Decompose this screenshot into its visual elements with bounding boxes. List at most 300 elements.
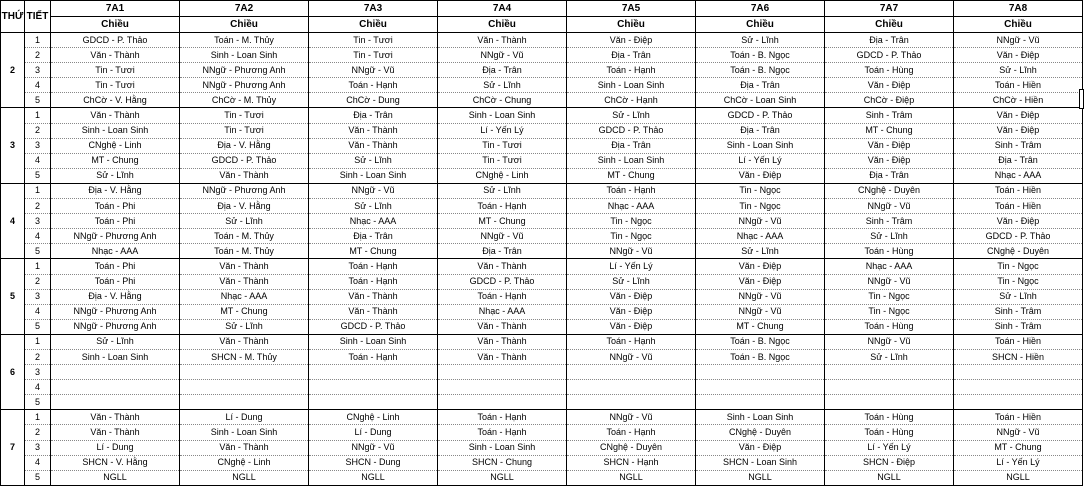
lesson-cell[interactable]: Địa - Trân [825, 33, 954, 48]
period-column-header[interactable]: TIẾT [25, 1, 51, 33]
lesson-cell[interactable] [825, 395, 954, 410]
lesson-cell[interactable]: Văn - Điệp [954, 108, 1083, 123]
lesson-cell[interactable]: Địa - V. Hằng [180, 199, 309, 214]
period-cell[interactable]: 2 [25, 123, 51, 138]
lesson-cell[interactable]: Tin - Ngọc [954, 259, 1083, 274]
lesson-cell[interactable]: Văn - Điệp [696, 259, 825, 274]
lesson-cell[interactable]: Sinh - Loan Sinh [180, 48, 309, 63]
lesson-cell[interactable]: Sử - Lĩnh [309, 153, 438, 168]
day-cell[interactable]: 2 [1, 33, 25, 108]
lesson-cell[interactable]: NGLL [954, 470, 1083, 485]
session-label[interactable]: Chiều [438, 17, 567, 33]
lesson-cell[interactable]: Toán - Hạnh [438, 199, 567, 214]
lesson-cell[interactable]: NNgữ - Phương Anh [51, 319, 180, 334]
lesson-cell[interactable]: Địa - V. Hằng [180, 138, 309, 153]
period-cell[interactable]: 4 [25, 380, 51, 395]
lesson-cell[interactable]: NNgữ - Vũ [954, 425, 1083, 440]
lesson-cell[interactable]: Lí - Dung [309, 425, 438, 440]
lesson-cell[interactable]: Văn - Thành [180, 168, 309, 183]
lesson-cell[interactable] [954, 380, 1083, 395]
lesson-cell[interactable]: Sử - Lĩnh [309, 199, 438, 214]
lesson-cell[interactable]: Toán - B. Ngọc [696, 349, 825, 364]
period-cell[interactable]: 3 [25, 289, 51, 304]
table-row [1, 78, 1083, 93]
lesson-cell[interactable] [438, 380, 567, 395]
lesson-cell[interactable] [438, 365, 567, 380]
lesson-cell[interactable]: NGLL [309, 470, 438, 485]
lesson-cell[interactable]: Sinh - Loan Sinh [309, 168, 438, 183]
lesson-cell[interactable]: Toán - B. Ngọc [696, 334, 825, 349]
class-header-7a4[interactable]: 7A4 [438, 1, 567, 17]
timetable-body [1, 33, 1083, 486]
lesson-cell[interactable]: NNgữ - Phương Anh [180, 78, 309, 93]
day-column-header[interactable]: THỨ [1, 1, 25, 33]
lesson-cell[interactable]: NNgữ - Vũ [567, 410, 696, 425]
lesson-cell[interactable]: CNghệ - Duyên [954, 244, 1083, 259]
lesson-cell[interactable]: Tin - Ngọc [825, 289, 954, 304]
lesson-cell[interactable]: CNghệ - Linh [180, 455, 309, 470]
lesson-cell[interactable]: Sinh - Loan Sinh [51, 123, 180, 138]
lesson-cell[interactable]: Nhạc - AAA [180, 289, 309, 304]
lesson-cell[interactable]: Sử - Lĩnh [438, 78, 567, 93]
lesson-cell[interactable]: Lí - Yến Lý [438, 123, 567, 138]
lesson-cell[interactable]: Văn - Điệp [696, 440, 825, 455]
session-label[interactable]: Chiều [825, 17, 954, 33]
lesson-cell[interactable]: NNgữ - Vũ [309, 440, 438, 455]
day-cell[interactable]: 6 [1, 334, 25, 409]
period-cell[interactable]: 5 [25, 395, 51, 410]
lesson-cell[interactable]: Văn - Thành [180, 440, 309, 455]
lesson-cell[interactable]: Địa - V. Hằng [51, 289, 180, 304]
lesson-cell[interactable]: Lí - Yến Lý [825, 440, 954, 455]
lesson-cell[interactable]: Sử - Lĩnh [567, 274, 696, 289]
lesson-cell[interactable]: MT - Chung [696, 319, 825, 334]
lesson-cell[interactable] [309, 380, 438, 395]
period-cell[interactable]: 1 [25, 33, 51, 48]
lesson-cell[interactable]: Văn - Thành [438, 334, 567, 349]
lesson-cell[interactable]: Văn - Điệp [567, 289, 696, 304]
lesson-cell[interactable]: NNgữ - Vũ [438, 48, 567, 63]
lesson-cell[interactable]: Toán - Hạnh [309, 78, 438, 93]
lesson-cell[interactable]: Sinh - Trâm [954, 319, 1083, 334]
lesson-cell[interactable]: Văn - Điệp [567, 319, 696, 334]
lesson-cell[interactable]: Địa - Trân [696, 123, 825, 138]
lesson-cell[interactable]: MT - Chung [825, 123, 954, 138]
lesson-cell[interactable]: Lí - Yến Lý [954, 455, 1083, 470]
table-row [1, 334, 1083, 349]
lesson-cell[interactable]: Toán - Hạnh [567, 425, 696, 440]
lesson-cell[interactable]: Sinh - Loan Sinh [438, 108, 567, 123]
lesson-cell[interactable]: SHCN - Loan Sinh [696, 455, 825, 470]
day-cell[interactable]: 7 [1, 410, 25, 485]
lesson-cell[interactable]: Toán - Hùng [825, 425, 954, 440]
lesson-cell[interactable]: Văn - Thành [180, 334, 309, 349]
lesson-cell[interactable]: Văn - Thành [438, 319, 567, 334]
lesson-cell[interactable]: NNgữ - Vũ [696, 214, 825, 229]
lesson-cell[interactable]: Tin - Tươi [180, 108, 309, 123]
lesson-cell[interactable]: Nhạc - AAA [51, 244, 180, 259]
lesson-cell[interactable]: Sinh - Trâm [825, 108, 954, 123]
lesson-cell[interactable]: Sinh - Loan Sinh [696, 410, 825, 425]
lesson-cell[interactable]: CNghệ - Linh [309, 410, 438, 425]
table-row [1, 244, 1083, 259]
lesson-cell[interactable]: Toán - M. Thủy [180, 244, 309, 259]
lesson-cell[interactable]: Toán - B. Ngọc [696, 63, 825, 78]
lesson-cell[interactable]: Nhạc - AAA [954, 168, 1083, 183]
lesson-cell[interactable]: Toán - Hùng [825, 63, 954, 78]
lesson-cell[interactable] [696, 380, 825, 395]
lesson-cell[interactable]: Sinh - Loan Sinh [438, 440, 567, 455]
lesson-cell[interactable]: NNgữ - Phương Anh [51, 229, 180, 244]
lesson-cell[interactable]: Sử - Lĩnh [438, 183, 567, 198]
class-header-7a3[interactable]: 7A3 [309, 1, 438, 17]
lesson-cell[interactable]: Văn - Thành [180, 274, 309, 289]
period-cell[interactable]: 2 [25, 199, 51, 214]
day-cell[interactable]: 5 [1, 259, 25, 334]
lesson-cell[interactable]: Toán - Hạnh [567, 334, 696, 349]
lesson-cell[interactable]: Nhạc - AAA [696, 229, 825, 244]
lesson-cell[interactable]: Lí - Yến Lý [567, 259, 696, 274]
lesson-cell[interactable]: Tin - Tươi [309, 48, 438, 63]
lesson-cell[interactable]: Toán - Hiền [954, 78, 1083, 93]
lesson-cell[interactable]: Địa - Trân [309, 108, 438, 123]
lesson-cell[interactable]: Toán - Hạnh [567, 63, 696, 78]
lesson-cell[interactable]: Toán - Hùng [825, 319, 954, 334]
lesson-cell[interactable]: GDCD - P. Thảo [954, 229, 1083, 244]
lesson-cell[interactable] [954, 365, 1083, 380]
period-cell[interactable]: 1 [25, 410, 51, 425]
lesson-cell[interactable]: Địa - Trân [825, 168, 954, 183]
lesson-cell[interactable]: ChCờ - Dung [309, 93, 438, 108]
lesson-cell[interactable]: MT - Chung [309, 244, 438, 259]
lesson-cell[interactable]: MT - Chung [567, 168, 696, 183]
lesson-cell[interactable]: Tin - Tươi [51, 63, 180, 78]
lesson-cell[interactable]: Tin - Tươi [51, 78, 180, 93]
period-cell[interactable]: 5 [25, 93, 51, 108]
lesson-cell[interactable]: Toán - B. Ngọc [696, 48, 825, 63]
lesson-cell[interactable]: Sinh - Loan Sinh [567, 78, 696, 93]
table-row [1, 183, 1083, 198]
lesson-cell[interactable]: Tin - Tươi [180, 123, 309, 138]
lesson-cell[interactable]: Tin - Ngọc [567, 229, 696, 244]
lesson-cell[interactable]: Sinh - Loan Sinh [180, 425, 309, 440]
lesson-cell[interactable]: Văn - Thành [309, 123, 438, 138]
lesson-cell[interactable]: Địa - Trân [954, 153, 1083, 168]
class-header-7a6[interactable]: 7A6 [696, 1, 825, 17]
lesson-cell[interactable]: Địa - V. Hằng [51, 183, 180, 198]
lesson-cell[interactable]: CNghệ - Linh [51, 138, 180, 153]
period-cell[interactable]: 3 [25, 365, 51, 380]
lesson-cell[interactable]: ChCờ - V. Hằng [51, 93, 180, 108]
period-cell[interactable]: 4 [25, 78, 51, 93]
lesson-cell[interactable] [567, 395, 696, 410]
lesson-cell[interactable]: NNgữ - Vũ [825, 274, 954, 289]
period-cell[interactable]: 1 [25, 334, 51, 349]
lesson-cell[interactable]: CNghệ - Duyên [567, 440, 696, 455]
lesson-cell[interactable]: ChCờ - Điệp [825, 93, 954, 108]
lesson-cell[interactable]: Lí - Dung [180, 410, 309, 425]
session-label[interactable]: Chiều [696, 17, 825, 33]
lesson-cell[interactable]: Địa - Trân [438, 244, 567, 259]
lesson-cell[interactable]: MT - Chung [954, 440, 1083, 455]
lesson-cell[interactable]: Văn - Thành [309, 289, 438, 304]
lesson-cell[interactable]: Văn - Thành [438, 259, 567, 274]
lesson-cell[interactable]: Toán - Phi [51, 259, 180, 274]
lesson-cell[interactable]: ChCờ - M. Thủy [180, 93, 309, 108]
lesson-cell[interactable] [180, 380, 309, 395]
class-header-7a2[interactable]: 7A2 [180, 1, 309, 17]
lesson-cell[interactable]: Sử - Lĩnh [696, 244, 825, 259]
lesson-cell[interactable]: Sử - Lĩnh [180, 319, 309, 334]
lesson-cell[interactable]: ChCờ - Loan Sinh [696, 93, 825, 108]
lesson-cell[interactable]: Văn - Thành [180, 259, 309, 274]
lesson-cell[interactable]: Văn - Thành [51, 425, 180, 440]
lesson-cell[interactable]: ChCờ - Chung [438, 93, 567, 108]
lesson-cell[interactable]: Văn - Điệp [954, 123, 1083, 138]
lesson-cell[interactable]: NNgữ - Vũ [309, 63, 438, 78]
lesson-cell[interactable]: Văn - Thành [51, 410, 180, 425]
lesson-cell[interactable]: Toán - Phi [51, 274, 180, 289]
lesson-cell[interactable]: Sinh - Loan Sinh [51, 349, 180, 364]
lesson-cell[interactable]: GDCD - P. Thảo [567, 123, 696, 138]
lesson-cell[interactable]: Sinh - Loan Sinh [696, 138, 825, 153]
lesson-cell[interactable]: SHCN - M. Thủy [180, 349, 309, 364]
lesson-cell[interactable] [696, 365, 825, 380]
session-label[interactable]: Chiều [51, 17, 180, 33]
lesson-cell[interactable]: Toán - Hạnh [567, 183, 696, 198]
lesson-cell[interactable]: NNgữ - Phương Anh [180, 63, 309, 78]
lesson-cell[interactable]: NNgữ - Vũ [309, 183, 438, 198]
lesson-cell[interactable]: Địa - Trân [567, 48, 696, 63]
lesson-cell[interactable]: Tin - Tươi [309, 33, 438, 48]
lesson-cell[interactable]: NNgữ - Phương Anh [180, 183, 309, 198]
lesson-cell[interactable]: CNghệ - Duyên [696, 425, 825, 440]
lesson-cell[interactable]: GDCD - P. Thảo [51, 33, 180, 48]
lesson-cell[interactable] [309, 365, 438, 380]
lesson-cell[interactable] [825, 365, 954, 380]
period-cell[interactable]: 1 [25, 259, 51, 274]
lesson-cell[interactable] [567, 380, 696, 395]
lesson-cell[interactable]: NGLL [180, 470, 309, 485]
class-header-7a8[interactable]: 7A8 [954, 1, 1083, 17]
lesson-cell[interactable]: Nhạc - AAA [567, 199, 696, 214]
lesson-cell[interactable]: Địa - Trân [309, 229, 438, 244]
lesson-cell[interactable]: Sử - Lĩnh [51, 334, 180, 349]
lesson-cell[interactable]: Toán - Phi [51, 199, 180, 214]
period-cell[interactable]: 2 [25, 349, 51, 364]
lesson-cell[interactable]: Tin - Tươi [438, 153, 567, 168]
period-cell[interactable]: 5 [25, 168, 51, 183]
day-cell[interactable]: 3 [1, 108, 25, 183]
period-cell[interactable]: 4 [25, 153, 51, 168]
lesson-cell[interactable]: Sử - Lĩnh [825, 229, 954, 244]
lesson-cell[interactable]: Sử - Lĩnh [51, 168, 180, 183]
period-cell[interactable]: 4 [25, 304, 51, 319]
lesson-cell[interactable]: Toán - Hạnh [309, 259, 438, 274]
lesson-cell[interactable]: Văn - Thành [51, 108, 180, 123]
lesson-cell[interactable]: Tin - Ngọc [567, 214, 696, 229]
lesson-cell[interactable]: Văn - Thành [438, 349, 567, 364]
lesson-cell[interactable]: Sử - Lĩnh [825, 349, 954, 364]
lesson-cell[interactable] [180, 365, 309, 380]
period-cell[interactable]: 4 [25, 455, 51, 470]
lesson-cell[interactable]: Lí - Dung [51, 440, 180, 455]
lesson-cell[interactable]: SHCN - Chung [438, 455, 567, 470]
lesson-cell[interactable]: GDCD - P. Thảo [696, 108, 825, 123]
lesson-cell[interactable]: NNgữ - Vũ [825, 334, 954, 349]
lesson-cell[interactable]: NNgữ - Vũ [954, 33, 1083, 48]
lesson-cell[interactable]: NNgữ - Vũ [825, 199, 954, 214]
lesson-cell[interactable]: Tin - Tươi [438, 138, 567, 153]
period-cell[interactable]: 2 [25, 425, 51, 440]
lesson-cell[interactable]: Văn - Thành [309, 138, 438, 153]
lesson-cell[interactable]: Nhạc - AAA [309, 214, 438, 229]
period-cell[interactable]: 2 [25, 274, 51, 289]
lesson-cell[interactable]: Địa - Trân [567, 138, 696, 153]
lesson-cell[interactable]: NNgữ - Vũ [696, 289, 825, 304]
period-cell[interactable]: 5 [25, 319, 51, 334]
period-cell[interactable]: 3 [25, 138, 51, 153]
lesson-cell[interactable]: GDCD - P. Thảo [309, 319, 438, 334]
lesson-cell[interactable]: Văn - Điệp [696, 274, 825, 289]
lesson-cell[interactable]: Sử - Lĩnh [954, 63, 1083, 78]
lesson-cell[interactable]: Toán - Hùng [825, 244, 954, 259]
lesson-cell[interactable]: GDCD - P. Thảo [438, 274, 567, 289]
lesson-cell[interactable]: SHCN - Điệp [825, 455, 954, 470]
lesson-cell[interactable] [309, 395, 438, 410]
lesson-cell[interactable]: SHCN - Dung [309, 455, 438, 470]
lesson-cell[interactable]: NGLL [51, 470, 180, 485]
session-label[interactable]: Chiều [567, 17, 696, 33]
lesson-cell[interactable]: Tin - Ngọc [954, 274, 1083, 289]
lesson-cell[interactable]: GDCD - P. Thảo [825, 48, 954, 63]
lesson-cell[interactable]: Sinh - Loan Sinh [309, 334, 438, 349]
lesson-cell[interactable]: Địa - Trân [438, 63, 567, 78]
lesson-cell[interactable]: Toán - Hiền [954, 199, 1083, 214]
lesson-cell[interactable]: NNgữ - Vũ [696, 304, 825, 319]
class-header-7a7[interactable]: 7A7 [825, 1, 954, 17]
lesson-cell[interactable]: Toán - Hạnh [309, 274, 438, 289]
lesson-cell[interactable] [51, 365, 180, 380]
lesson-cell[interactable]: Toán - Hạnh [309, 349, 438, 364]
lesson-cell[interactable]: ChCờ - Hạnh [567, 93, 696, 108]
lesson-cell[interactable]: NGLL [438, 470, 567, 485]
lesson-cell[interactable]: Tin - Ngọc [696, 199, 825, 214]
day-cell[interactable]: 4 [1, 183, 25, 258]
lesson-cell[interactable]: Văn - Thành [309, 304, 438, 319]
lesson-cell[interactable]: MT - Chung [180, 304, 309, 319]
session-label[interactable]: Chiều [180, 17, 309, 33]
lesson-cell[interactable]: Văn - Điệp [696, 168, 825, 183]
lesson-cell[interactable] [180, 395, 309, 410]
lesson-cell[interactable]: Văn - Thành [438, 33, 567, 48]
session-label[interactable]: Chiều [309, 17, 438, 33]
lesson-cell[interactable]: Toán - Hiền [954, 183, 1083, 198]
lesson-cell[interactable]: Văn - Điệp [954, 48, 1083, 63]
lesson-cell[interactable]: Nhạc - AAA [825, 259, 954, 274]
lesson-cell[interactable]: Văn - Thành [51, 48, 180, 63]
lesson-cell[interactable]: Văn - Điệp [825, 78, 954, 93]
lesson-cell[interactable]: Tin - Ngọc [696, 183, 825, 198]
lesson-cell[interactable]: Sinh - Trâm [954, 304, 1083, 319]
lesson-cell[interactable]: Sử - Lĩnh [954, 289, 1083, 304]
lesson-cell[interactable]: Văn - Điệp [825, 138, 954, 153]
lesson-cell[interactable]: NGLL [696, 470, 825, 485]
lesson-cell[interactable]: NGLL [825, 470, 954, 485]
lesson-cell[interactable] [438, 395, 567, 410]
period-cell[interactable]: 5 [25, 470, 51, 485]
lesson-cell[interactable] [567, 365, 696, 380]
lesson-cell[interactable]: Văn - Điệp [567, 33, 696, 48]
lesson-cell[interactable]: NNgữ - Vũ [567, 244, 696, 259]
class-header-7a1[interactable]: 7A1 [51, 1, 180, 17]
lesson-cell[interactable]: GDCD - P. Thảo [180, 153, 309, 168]
lesson-cell[interactable]: SHCN - V. Hằng [51, 455, 180, 470]
lesson-cell[interactable]: Toán - Phi [51, 214, 180, 229]
lesson-cell[interactable]: Toán - Hạnh [438, 425, 567, 440]
lesson-cell[interactable]: Toán - Hạnh [438, 289, 567, 304]
period-cell[interactable]: 1 [25, 108, 51, 123]
lesson-cell[interactable]: MT - Chung [438, 214, 567, 229]
lesson-cell[interactable]: Sinh - Trâm [825, 214, 954, 229]
lesson-cell[interactable]: Toán - Hùng [825, 410, 954, 425]
lesson-cell[interactable]: MT - Chung [51, 153, 180, 168]
period-cell[interactable]: 3 [25, 440, 51, 455]
lesson-cell[interactable]: SHCN - Hiền [954, 349, 1083, 364]
lesson-cell[interactable]: Toán - M. Thủy [180, 229, 309, 244]
period-cell[interactable]: 3 [25, 63, 51, 78]
lesson-cell[interactable]: Toán - Hiền [954, 334, 1083, 349]
lesson-cell[interactable]: Sử - Lĩnh [696, 33, 825, 48]
class-header-7a5[interactable]: 7A5 [567, 1, 696, 17]
lesson-cell[interactable] [954, 395, 1083, 410]
lesson-cell[interactable]: Toán - Hiền [954, 410, 1083, 425]
lesson-cell[interactable]: NNgữ - Vũ [567, 349, 696, 364]
period-cell[interactable]: 4 [25, 229, 51, 244]
lesson-cell[interactable]: NGLL [567, 470, 696, 485]
lesson-cell[interactable] [51, 380, 180, 395]
lesson-cell[interactable]: Văn - Điệp [825, 153, 954, 168]
period-cell[interactable]: 5 [25, 244, 51, 259]
lesson-cell[interactable]: Nhạc - AAA [438, 304, 567, 319]
lesson-cell[interactable]: Địa - Trân [696, 78, 825, 93]
lesson-cell[interactable]: Toán - Hạnh [438, 410, 567, 425]
lesson-cell[interactable]: CNghệ - Linh [438, 168, 567, 183]
lesson-cell[interactable]: Toán - M. Thủy [180, 33, 309, 48]
lesson-cell[interactable]: Tin - Ngọc [825, 304, 954, 319]
lesson-cell[interactable]: NNgữ - Vũ [438, 229, 567, 244]
lesson-cell[interactable] [696, 395, 825, 410]
session-label[interactable]: Chiều [954, 17, 1083, 33]
lesson-cell[interactable]: Sinh - Trâm [954, 138, 1083, 153]
lesson-cell[interactable]: NNgữ - Phương Anh [51, 304, 180, 319]
lesson-cell[interactable]: CNghệ - Duyên [825, 183, 954, 198]
lesson-cell[interactable]: Sinh - Loan Sinh [567, 153, 696, 168]
lesson-cell[interactable]: ChCờ - Hiền [954, 93, 1083, 108]
lesson-cell[interactable]: Văn - Điệp [567, 304, 696, 319]
period-cell[interactable]: 2 [25, 48, 51, 63]
period-cell[interactable]: 3 [25, 214, 51, 229]
lesson-cell[interactable]: Sử - Lĩnh [180, 214, 309, 229]
lesson-cell[interactable]: Sử - Lĩnh [567, 108, 696, 123]
lesson-cell[interactable] [51, 395, 180, 410]
period-cell[interactable]: 1 [25, 183, 51, 198]
lesson-cell[interactable]: Văn - Điệp [954, 214, 1083, 229]
lesson-cell[interactable]: Lí - Yến Lý [696, 153, 825, 168]
table-row [1, 304, 1083, 319]
lesson-cell[interactable]: SHCN - Hạnh [567, 455, 696, 470]
lesson-cell[interactable] [825, 380, 954, 395]
